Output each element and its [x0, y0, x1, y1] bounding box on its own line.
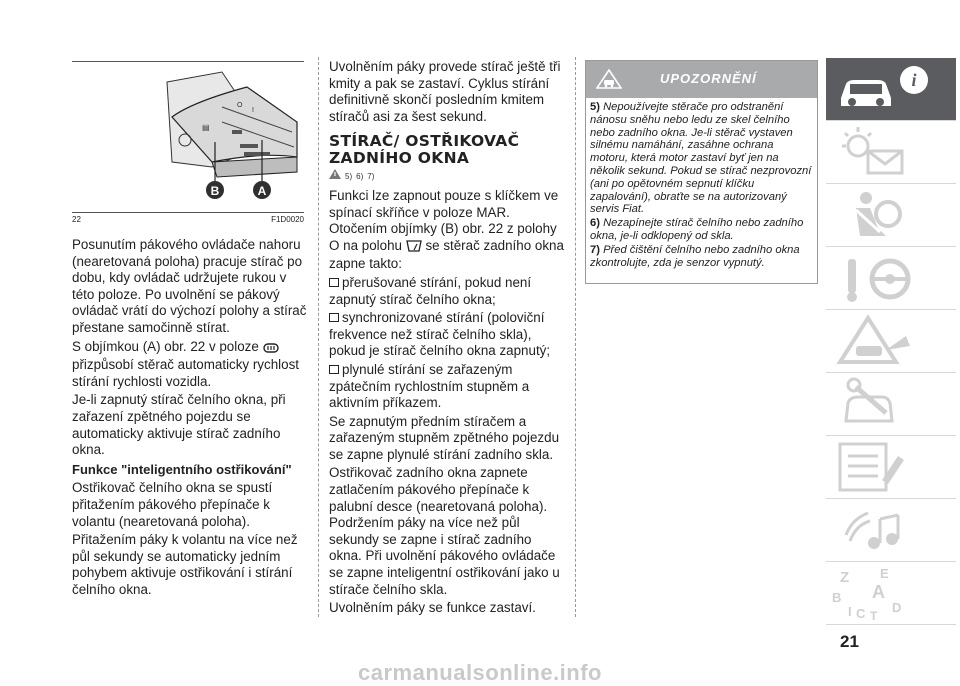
warning-body [586, 98, 817, 273]
svg-text:O: O [237, 102, 243, 109]
index-letter: B [832, 590, 842, 605]
text-column-1 [72, 237, 308, 600]
svg-text:i: i [911, 70, 917, 90]
paragraph [329, 188, 565, 273]
paragraph: Přitažením páky k volantu na více než půl sekundy se automaticky jedním pohybem aktivuje ostřikování i stírání čelního okna. [72, 532, 298, 597]
warning-car-icon [596, 69, 622, 92]
warning-number: 7) [590, 243, 600, 256]
chapter-tab-safety[interactable] [826, 184, 956, 247]
paragraph: Uvolněním páky provede stírač ještě tři kmity a pak se zastaví. Cyklus stírání definitivně skončí posledním kmitem stíračů asi za šest sekund. [329, 59, 561, 124]
wiper-lever-illustration [72, 62, 308, 212]
index-letter: T [870, 609, 878, 623]
paragraph: Posunutím pákového ovládače nahoru (nearetovaná poloha) pracuje stírač po dobu, kdy ovládač udržujete rukou v této poloze. Po uvolnění se pákový ovládač vrátí do výchozí polohy a stírač přestane samočinně stírat. [72, 237, 307, 335]
bullet-square-icon [329, 365, 339, 374]
text: Funkci lze zapnout pouze s klíčkem ve spínací skříňce v poloze MAR. Otočením objímky (B) obr. 22 z polohy [329, 187, 559, 237]
index-letter: E [880, 566, 889, 581]
airbag-icon [826, 184, 956, 246]
watermark: carmanualsonline.info [358, 660, 602, 685]
warning-box [585, 60, 818, 284]
index-letter: D [892, 600, 902, 615]
section-heading: Funkce "inteligentního ostřikování" [72, 461, 292, 477]
paragraph [72, 339, 308, 391]
index-letter: I [848, 604, 852, 619]
text: synchronizované stírání (poloviční frekvence než stírač čelního skla), pokud je stírač čelního okna zapnutý; [329, 310, 551, 359]
warning-item [590, 244, 813, 270]
chapter-tab-maintenance[interactable] [826, 373, 956, 436]
text: přizpůsobí stěrač automaticky rychlost stírání rychlosti vozidla. [72, 357, 299, 389]
svg-text:▤: ▤ [202, 123, 210, 132]
list-item [329, 310, 565, 360]
chapter-tab-index[interactable] [826, 562, 956, 625]
triangle-warning-icon [826, 310, 956, 372]
specs-list-icon [826, 436, 956, 498]
text: na polohu [343, 237, 402, 253]
car-info-icon [826, 58, 956, 120]
page-number: 21 [840, 632, 859, 651]
text: Nezapínejte stírač čelního nebo zadního okna, je-li odklopený od skla. [590, 217, 804, 242]
warning-number: 6) [590, 217, 600, 230]
column-divider [318, 57, 319, 617]
paragraph: Ostřikovač čelního okna se spustí přitažením pákového přepínače k volantu (nearetovaná poloha). [72, 480, 273, 529]
list-item [329, 275, 565, 308]
warning-lights-icon [826, 121, 956, 183]
index-letter: C [856, 606, 866, 621]
section-heading: STÍRAČ/ OSTŘIKOVAČ ZADNÍHO OKNA [329, 132, 520, 168]
bullet-square-icon [329, 278, 339, 287]
figure-caption [72, 212, 304, 227]
text-column-2 [329, 59, 565, 619]
paragraph: Uvolněním páky se funkce zastaví. [329, 600, 536, 616]
warning-item [590, 217, 813, 243]
chapter-tab-starting-driving[interactable] [826, 247, 956, 310]
chapter-tab-technical-data[interactable] [826, 436, 956, 499]
text: přerušované stírání, pokud není zapnutý stírač čelního okna; [329, 274, 532, 307]
warning-header [586, 61, 817, 98]
multimedia-icon [826, 499, 956, 561]
auto-wiper-icon [263, 341, 279, 358]
paragraph: Se zapnutým předním stíračem a zařazeným stupněm zpětného pojezdu se zapne plynulé stírání zadního skla. [329, 413, 560, 462]
warning-triangle-icon [329, 169, 341, 186]
warning-item [590, 101, 813, 216]
paragraph: Je-li zapnutý stírač čelního okna, při zařazení zpětného pojezdu se automaticky aktivuje stírač zadního okna. [72, 392, 286, 458]
text: se stěrač zadního okna zapne takto: [329, 237, 564, 272]
bullet-square-icon [329, 313, 339, 322]
text: Před čištění čelního nebo zadního okna zkontrolujte, zda je senzor vypnutý. [590, 243, 800, 269]
warning-number: 5) [590, 101, 600, 113]
reference: 7) [367, 172, 375, 182]
warning-references [329, 169, 565, 186]
index-letters-icon [826, 562, 956, 624]
text: plynulé stírání se zařazeným zpátečním rychlostním stupněm a aktivním příkazem. [329, 361, 530, 411]
text: Nepoužívejte stěrače pro odstranění nánosu sněhu nebo ledu ze skel čelního nebo zadního okna. Je-li stěrač vystaven silnému namáhání, zasáhne ochrana motoru, která motor zastaví byť jen na několik sekund. Pokud se stírač nezprovozní (ani po opětovném sepnutí klíčku zapalování), obraťte se na autorizovaný servis Fiat. [590, 101, 812, 216]
rear-wiper-icon [406, 240, 422, 257]
text: O [329, 237, 340, 253]
chapter-tab-warning-lights[interactable] [826, 121, 956, 184]
reference: 5) [345, 172, 353, 182]
svg-text:I: I [252, 107, 254, 114]
figure-code: F1D0020 [271, 215, 304, 224]
text: S objímkou (A) obr. 22 v poloze [72, 338, 259, 354]
steering-wheel-key-icon [826, 247, 956, 309]
figure-label-a: A [257, 184, 267, 198]
chapter-tab-car-info[interactable] [826, 58, 956, 121]
index-letter: A [872, 582, 885, 602]
chapter-tab-multimedia[interactable] [826, 499, 956, 562]
wiper-lever-figure [72, 62, 308, 212]
figure-number: 22 [72, 215, 81, 224]
list-item [329, 362, 565, 412]
figure-label-b: B [210, 184, 220, 198]
index-letter: Z [840, 569, 850, 586]
service-wrench-icon [826, 373, 956, 435]
warning-title: UPOZORNĚNÍ [660, 71, 757, 86]
chapter-tab-emergency[interactable] [826, 310, 956, 373]
paragraph: Ostřikovač zadního okna zapnete zatlačením pákového přepínače k palubní desce (nearetovaná poloha). Podržením páky na více než půl sekundy se zapne i stírač zadního okna. Při uvolnění pákového ovládače se zapne inteligentní ostřikování jako u stírače čelního skla. [329, 465, 560, 597]
reference: 6) [356, 172, 364, 182]
column-divider [575, 57, 576, 617]
